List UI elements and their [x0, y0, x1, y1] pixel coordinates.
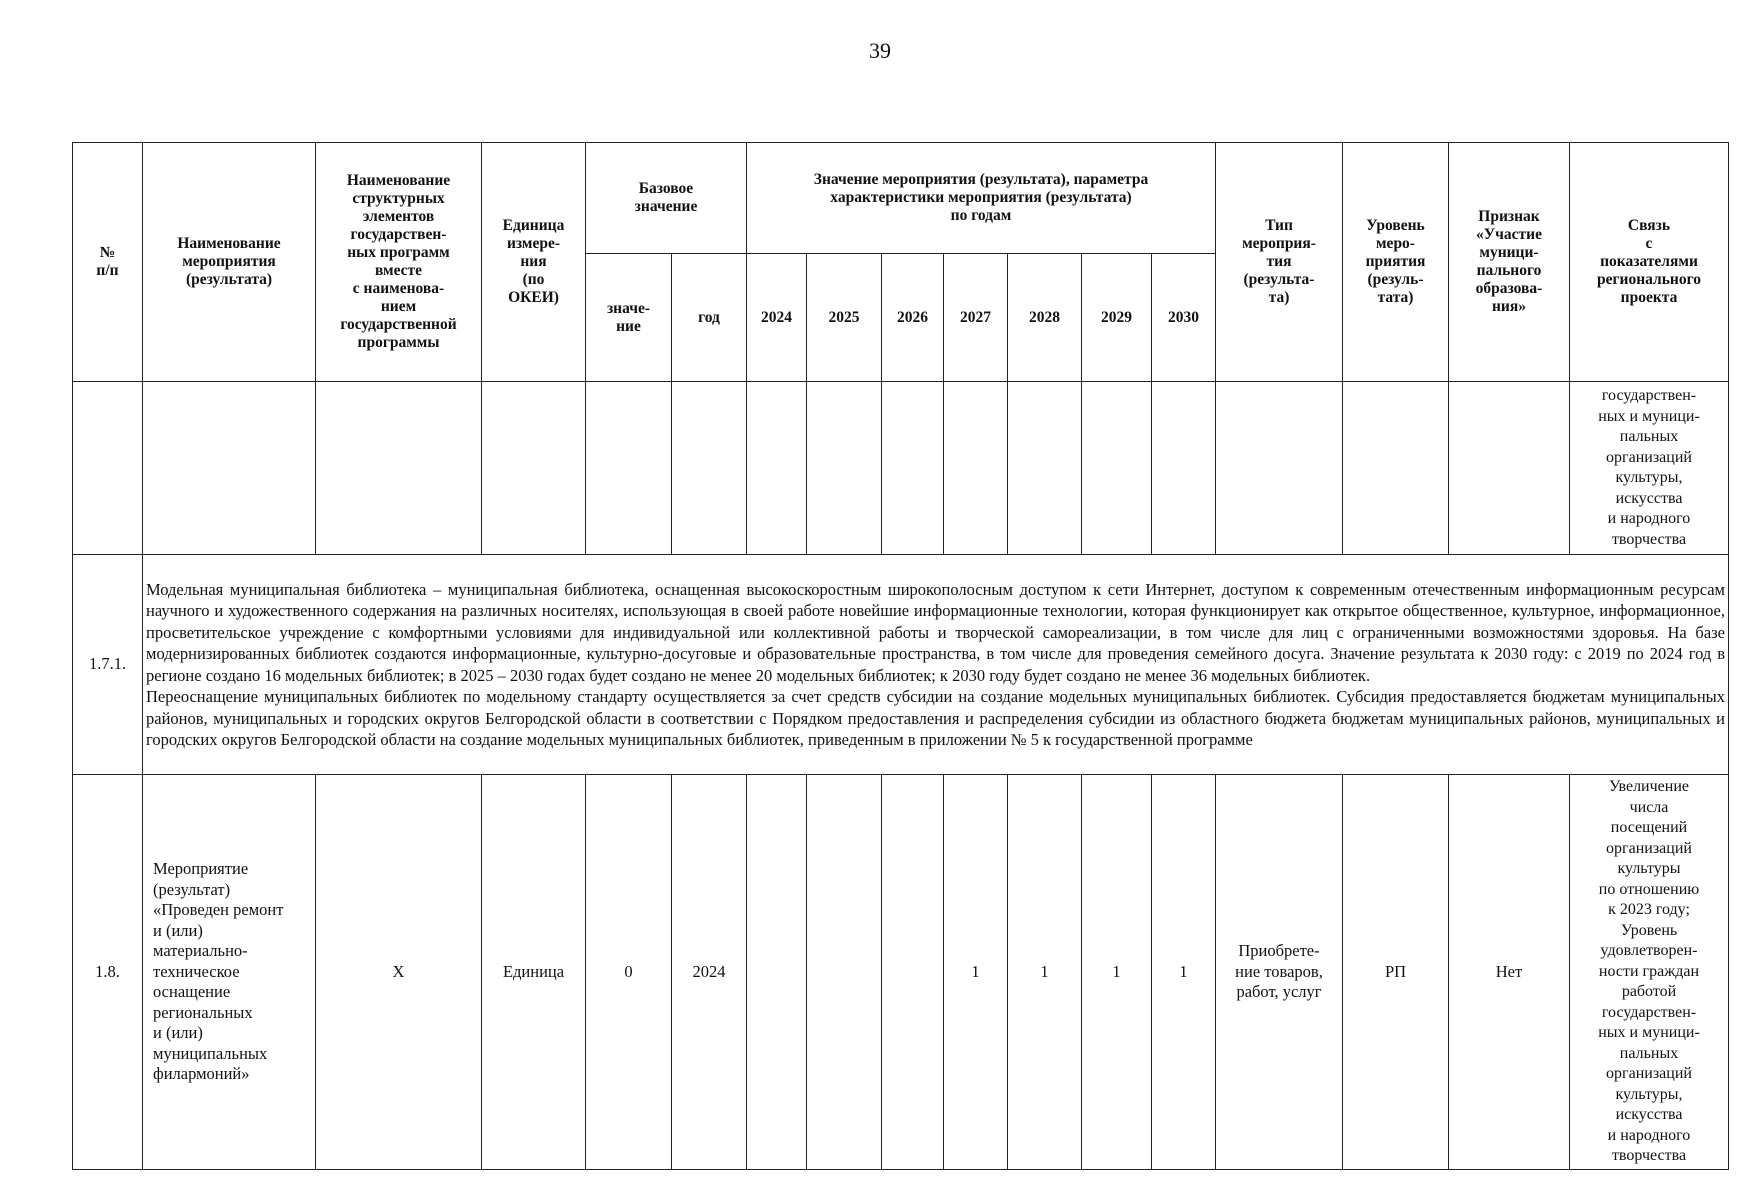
header-unit: Единица измере- ния (по ОКЕИ): [482, 143, 586, 382]
table-cell: [807, 382, 882, 555]
table-row-1-8: [73, 775, 1729, 1170]
header-year-2025: 2025: [807, 254, 882, 382]
event-level: РП: [1343, 775, 1449, 1170]
table-cell: [586, 382, 672, 555]
header-event-level: Уровень меро- приятия (резуль- тата): [1343, 143, 1449, 382]
header-link-to-indicators: Связь с показателями регионального проекта: [1570, 143, 1729, 382]
value-2025: [807, 775, 882, 1170]
table-row-1-7-1: [73, 555, 1729, 775]
table-cell: [1449, 382, 1570, 555]
event-name: Мероприятие (результат) «Проведен ремонт и (или) материально- техническое оснащение региональных и (или) муниципальных филармоний»: [143, 775, 316, 1170]
table-cell: [482, 382, 586, 555]
participation: Нет: [1449, 775, 1570, 1170]
table-cell: [1152, 382, 1216, 555]
table-row-continuation: [73, 382, 1729, 555]
table-cell: [1082, 382, 1152, 555]
row-number: 1.7.1.: [73, 555, 143, 775]
header-base-value-value: значе- ние: [586, 254, 672, 382]
description-paragraph: Переоснащение муниципальных библиотек по модельному стандарту осуществляется за счет средств субсидии на создание модельных муниципальных библиотек. Субсидия предоставляется бюджетам муниципальных районов, муниципальных и городских округов Белгородской области в соответствии с Порядком предоставления и распределения субсидии из областного бюджета бюджетам муниципальных районов, муниципальных и городских округов Белгородской области на создание модельных муниципальных библиотек, приведенным в приложении № 5 к государственной программе: [146, 687, 1725, 749]
base-year: 2024: [672, 775, 747, 1170]
table-cell: [672, 382, 747, 555]
table-cell: [1008, 382, 1082, 555]
header-year-2028: 2028: [1008, 254, 1082, 382]
value-2024: [747, 775, 807, 1170]
events-table: [72, 142, 1729, 1170]
header-values-by-year: Значение мероприятия (результата), параметра характеристики мероприятия (результата) по годам: [747, 143, 1216, 254]
row-number: 1.8.: [73, 775, 143, 1170]
table-cell: [882, 382, 944, 555]
header-year-2030: 2030: [1152, 254, 1216, 382]
table-cell: [1216, 382, 1343, 555]
header-event-type: Тип мероприя- тия (результа- та): [1216, 143, 1343, 382]
event-type: Приобрете- ние товаров, работ, услуг: [1216, 775, 1343, 1170]
table-cell: [316, 382, 482, 555]
base-value: 0: [586, 775, 672, 1170]
header-structural-elements: Наименование структурных элементов государствен- ных программ вместе с наименова- нием государственной программы: [316, 143, 482, 382]
link-to-indicators: Увеличение числа посещений организаций культуры по отношению к 2023 году; Уровень удовлетворен- ности граждан работой государствен- ных и муници- пальных организаций культуры, искусства и народного творчества: [1570, 775, 1729, 1170]
row-description: [143, 555, 1729, 775]
table-cell: [944, 382, 1008, 555]
structural-element: Х: [316, 775, 482, 1170]
description-paragraph: Модельная муниципальная библиотека – муниципальная библиотека, оснащенная высокоскоростным широкополосным доступом к сети Интернет, доступом к современным отечественным информационным ресурсам научного и художественного содержания на различных носителях, использующая в своей работе новейшие информационные технологии, которая функционирует как открытое общественное, культурное, информационное, просветительское учреждение с комфортными условиями для индивидуальной или коллективной работы и творческой самореализации, в том числе для лиц с ограниченными возможностями здоровья. На базе модернизированных библиотек создаются информационные, культурно-досуговые и образовательные пространства, в том числе для проведения семейного досуга. Значение результата к 2030 году: с 2019 по 2024 год в регионе создано 16 модельных библиотек; в 2025 – 2030 годах будет создано не менее 20 модельных библиотек; к 2030 году будет создано не менее 36 модельных библиотек.: [146, 579, 1725, 685]
header-year-2026: 2026: [882, 254, 944, 382]
value-2028: 1: [1008, 775, 1082, 1170]
header-event-name: Наименование мероприятия (результата): [143, 143, 316, 382]
page-number: 39: [869, 38, 891, 63]
header-year-2027: 2027: [944, 254, 1008, 382]
table-cell: [1343, 382, 1449, 555]
value-2029: 1: [1082, 775, 1152, 1170]
value-2030: 1: [1152, 775, 1216, 1170]
link-to-indicators-continuation: государствен- ных и муници- пальных организаций культуры, искусства и народного творчества: [1570, 382, 1729, 555]
header-base-value: Базовое значение: [586, 143, 747, 254]
header-year-2029: 2029: [1082, 254, 1152, 382]
unit: Единица: [482, 775, 586, 1170]
header-year-2024: 2024: [747, 254, 807, 382]
header-participation: Признак «Участие муници- пального образова- ния»: [1449, 143, 1570, 382]
table-cell: [73, 382, 143, 555]
table-cell: [747, 382, 807, 555]
value-2026: [882, 775, 944, 1170]
header-base-value-year: год: [672, 254, 747, 382]
value-2027: 1: [944, 775, 1008, 1170]
header-number: № п/п: [73, 143, 143, 382]
table-cell: [143, 382, 316, 555]
